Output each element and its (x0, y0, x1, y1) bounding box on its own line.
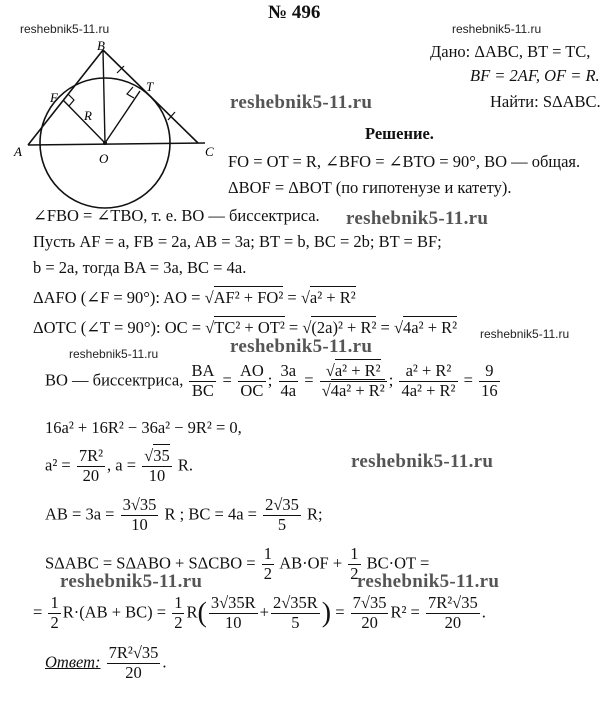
fraction: $\frac{\text{√a² + R²}}{\text{√4a² + R²}}$ (321, 361, 385, 400)
radicand: TC² + OT² (214, 318, 285, 337)
fraction (172, 594, 184, 633)
right-angle-mark (68, 94, 74, 106)
numerator: 2√35R (272, 593, 318, 612)
formula-text: R·(AB + BC) = (62, 602, 167, 622)
watermark: reshebnik5-11.ru (60, 571, 203, 592)
given-line-2: BF = 2AF, OF = R. (470, 66, 600, 85)
formula-sides (45, 496, 323, 535)
formula-text: , a = (107, 455, 137, 475)
formula-text: a² = (45, 455, 71, 475)
denominator: 2 (263, 563, 272, 583)
denominator: OC (240, 380, 264, 400)
denominator: 2 (350, 563, 359, 583)
watermark: reshebnik5-11.ru (351, 451, 494, 472)
fraction (189, 362, 216, 401)
radicand: a² + R² (309, 288, 356, 307)
numerator: 7√35 (352, 593, 387, 612)
denominator: 4a (280, 380, 297, 400)
solution-line: ∠FBO = ∠TBO, т. е. BO — биссектриса. (33, 206, 320, 225)
formula-text: BC·OT = (366, 553, 430, 573)
fraction (279, 362, 299, 401)
equals: = (222, 370, 232, 390)
formula-oc: ΔOTC (∠T = 90°): OC = √TC² + OT² = √(2a)² + R² = √4a² + R² (33, 318, 458, 337)
formula-a (45, 447, 193, 486)
numerator: 3√35R (210, 593, 256, 612)
numerator: 1 (50, 593, 59, 612)
denominator: 4a² + R² (401, 380, 456, 400)
numerator: 7R²√35 (108, 643, 159, 662)
formula-area-2: = $\frac{1}{2}$ R·(AB + BC) = $\frac{1}{2}$ R( $\frac{3√35R}{10}$ + $\frac{2√35R}{5}$ ) = $\frac{7√35}{20}$ R² = $\frac{\text{7R²√35}}{20}$ . (33, 593, 486, 632)
equals: = (335, 602, 345, 622)
watermark: reshebnik5-11.ru (480, 327, 570, 341)
radius-ot (105, 91, 140, 143)
label-a: A (14, 144, 22, 159)
bisector-proportion (45, 362, 502, 401)
fraction (351, 594, 389, 633)
formula-text: ΔAFO (∠F = 90°): AO = (33, 288, 201, 307)
numerator: 9 (479, 362, 500, 382)
denominator: 20 (82, 465, 100, 485)
numerator: 2√35 (265, 495, 299, 514)
denominator: 10 (148, 465, 166, 485)
formula-text: AB·OF + (279, 553, 343, 573)
numerator: 1 (174, 593, 183, 612)
denominator: 10 (131, 514, 148, 534)
numerator: 7R² (78, 446, 104, 465)
geometry-figure (0, 40, 230, 220)
denominator: 20 (125, 662, 142, 682)
denominator: 5 (291, 612, 300, 632)
radicand: 4a² + R² (403, 318, 458, 337)
fraction (209, 594, 258, 633)
fraction (77, 447, 105, 486)
segment-bo (103, 50, 105, 143)
solution-line: 16a² + 16R² − 36a² − 9R² = 0, (45, 418, 242, 437)
center-point (103, 141, 107, 145)
denominator: 20 (444, 612, 462, 632)
solution-heading: Решение. (365, 124, 434, 143)
formula-text: BO — биссектриса, (45, 370, 184, 390)
radicand: (2a)² + R² (311, 318, 377, 337)
watermark: reshebnik5-11.ru (230, 92, 373, 113)
solution-line: Пусть AF = a, FB = 2a, AB = 3a; BT = b, BC = 2b; BT = BF; (33, 232, 442, 251)
fraction (262, 545, 274, 584)
formula-ao: ΔAFO (∠F = 90°): AO = √AF² + FO² = √a² + R² (33, 288, 356, 307)
formula-text: R; (307, 504, 323, 524)
numerator: a² + R² (399, 362, 457, 382)
equals: = (380, 318, 390, 337)
formula-text: SΔABC = SΔABO + SΔCBO = (45, 553, 256, 573)
numerator: 1 (350, 544, 359, 563)
fraction (263, 496, 301, 535)
solution-line: ΔBOF = ΔBOT (по гипотенузе и катету). (228, 178, 512, 197)
denominator: BC (191, 380, 214, 400)
given-line-1: Дано: ΔABC, BT = TC, (430, 42, 591, 61)
equals: = (304, 370, 314, 390)
fraction (107, 644, 161, 683)
label-o: O (99, 151, 109, 166)
period: . (481, 602, 486, 622)
denominator: 16 (481, 380, 498, 400)
semicolon: ; (388, 370, 394, 390)
numerator: 7R²√35 (427, 593, 478, 612)
denominator: 2 (50, 612, 59, 632)
solution-line: FO = OT = R, ∠BFO = ∠BTO = 90°, BO — общая. (228, 152, 581, 171)
denominator: 20 (361, 612, 378, 632)
fraction: $\frac{√35}{10}$ (144, 446, 170, 485)
formula-text: R ; BC = 4a = (164, 504, 257, 524)
formula-text: ΔOTC (∠T = 90°): OC = (33, 318, 202, 337)
formula-text: R. (177, 455, 193, 475)
watermark: reshebnik5-11.ru (452, 22, 542, 36)
side-ab (28, 50, 103, 145)
fraction (121, 496, 159, 535)
denominator: 2 (174, 612, 183, 632)
formula-text: AB = 3a = (45, 504, 115, 524)
formula-text: R² = (390, 602, 420, 622)
label-r: R (84, 108, 92, 123)
numerator: 3√35 (122, 495, 157, 514)
fraction (238, 362, 266, 401)
label-c: C (205, 144, 214, 159)
side-ac (28, 143, 205, 145)
numerator: 35 (153, 446, 170, 465)
numerator: a² + R² (334, 361, 381, 380)
numerator: 3a (280, 361, 297, 380)
numerator: AO (239, 361, 264, 380)
denominator: 5 (277, 514, 287, 534)
watermark: reshebnik5-11.ru (69, 347, 159, 361)
watermark: reshebnik5-11.ru (20, 22, 110, 36)
watermark: reshebnik5-11.ru (357, 571, 500, 592)
solution-line: b = 2a, тогда BA = 3a, BC = 4a. (33, 258, 247, 277)
fraction (426, 594, 480, 633)
period: . (162, 652, 167, 672)
fraction (479, 362, 500, 401)
radicand: AF² + FO² (213, 288, 284, 307)
answer (45, 644, 167, 683)
side-bc (103, 50, 198, 143)
label-f: F (50, 90, 58, 105)
find-line: Найти: SΔABC. (490, 92, 601, 111)
equals: = (33, 602, 43, 622)
equals: = (463, 370, 473, 390)
numerator: 1 (263, 544, 272, 563)
plus: + (259, 602, 269, 622)
equals: = (287, 288, 297, 307)
fraction (271, 594, 320, 633)
watermark: reshebnik5-11.ru (346, 208, 489, 229)
label-b: B (97, 40, 105, 53)
label-t: T (146, 79, 154, 94)
right-angle-mark (127, 87, 134, 98)
answer-label: Ответ: (45, 652, 101, 672)
equals: = (288, 318, 299, 337)
formula-text: R (186, 602, 198, 622)
problem-number: № 496 (268, 2, 321, 23)
semicolon: ; (267, 370, 273, 390)
fraction (48, 594, 60, 633)
fraction (399, 362, 457, 401)
numerator: BA (191, 361, 215, 380)
watermark: reshebnik5-11.ru (230, 336, 373, 357)
denominator: 4a² + R² (330, 380, 385, 400)
denominator: 10 (224, 612, 242, 632)
